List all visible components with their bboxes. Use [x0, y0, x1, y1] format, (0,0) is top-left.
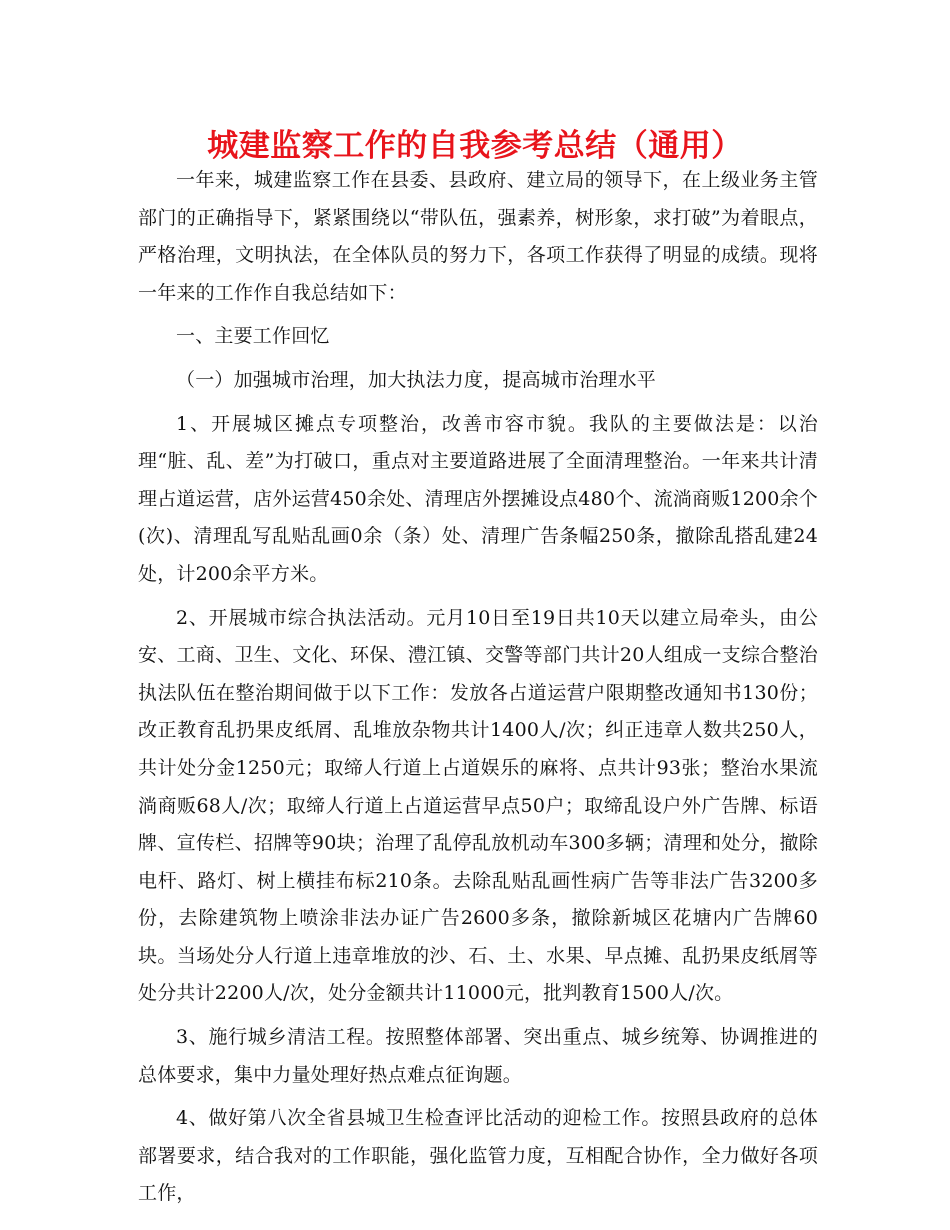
- paragraph-item-4: 4、做好第八次全省县城卫生检查评比活动的迎检工作。按照县政府的总体部署要求，结合我对的工作职能，强化监管力度，互相配合协作，全力做好各项工作，: [138, 1107, 818, 1205]
- paragraph-intro: 一年来，城建监察工作在县委、县政府、建立局的领导下，在上级业务主管部门的正确指导下，紧紧围绕以“带队伍，强素养，树形象，求打破”为着眼点，严格治理，文明执法，在全体队员的努力下，各项工作获得了明显的成绩。现将一年来的工作作自我总结如下：: [138, 169, 818, 304]
- paragraph-item-3: 3、施行城乡清洁工程。按照整体部署、突出重点、城乡统筹、协调推进的总体要求，集中力量处理好热点难点征询题。: [138, 1026, 818, 1086]
- heading-subsection-1: （一）加强城市治理，加大执法力度，提高城市治理水平: [176, 368, 657, 391]
- document-title: 城建监察工作的自我参考总结（通用）: [207, 128, 743, 164]
- paragraph-item-2: 2、开展城市综合执法活动。元月10日至19日共10天以建立局牵头，由公安、工商、卫生、文化、环保、澧江镇、交警等部门共计20人组成一支综合整治执法队伍在整治期间做于以下工作：发放各占道运营户限期整改通知书130份；改正教育乱扔果皮纸屑、乱堆放杂物共计1400人/次；纠正违章人数共250人，共计处分金1250元；取缔人行道上占道娱乐的麻将、点共计93张；整治水果流淌商贩68人/次；取缔人行道上占道运营早点50户；取缔乱设户外广告牌、标语牌、宣传栏、招牌等90块；治理了乱停乱放机动车300多辆；清理和处分，撤除电杆、路灯、树上横挂布标210条。去除乱贴乱画性病广告等非法广告3200多份，去除建筑物上喷涂非法办证广告2600多条，撤除新城区花塘内广告牌60块。当场处分人行道上违章堆放的沙、石、土、水果、早点摊、乱扔果皮纸屑等处分共计2200人/次，处分金额共计11000元，批判教育1500人/次。: [138, 606, 818, 1005]
- paragraph-item-1: 1、开展城区摊点专项整治，改善市容市貌。我队的主要做法是：以治理“脏、乱、差”为打破口，重点对主要道路进展了全面清理整治。一年来共计清理占道运营，店外运营450余处、清理店外摆摊设点480个、流淌商贩1200余个(次)、清理乱写乱贴乱画0余（条）处、清理广告条幅250条，撤除乱搭乱建24处，计200余平方米。: [138, 412, 818, 585]
- document-body: [138, 162, 818, 1213]
- heading-section-1: 一、主要工作回忆: [176, 325, 330, 348]
